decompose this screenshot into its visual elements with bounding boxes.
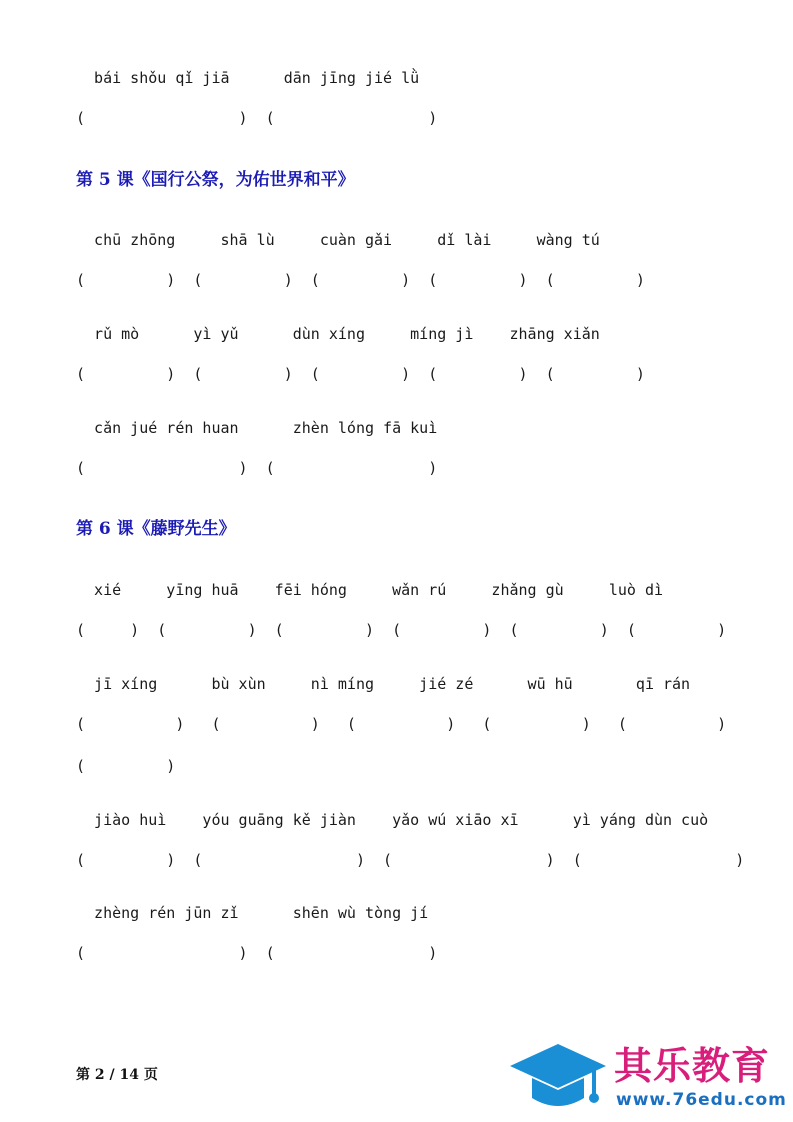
line-14: jiào huì yóu guāng kě jiàn yǎo wú xiāo xī yì yáng dùn cuò — [76, 811, 709, 829]
line-02: ( ) ( ) — [76, 109, 438, 127]
line-01: bái shǒu qǐ jiā dān jīng jié lǜ — [76, 69, 420, 87]
line-16: zhèng rén jūn zǐ shēn wù tòng jí — [76, 904, 429, 922]
line-09: xié yīng huā fēi hóng wǎn rú zhǎng gù luò dì — [76, 581, 663, 599]
line-08: ( ) ( ) — [76, 459, 438, 477]
line-15: ( ) ( ) ( ) ( ) — [76, 851, 745, 869]
line-03: chū zhōng shā lù cuàn gǎi dǐ lài wàng tú — [76, 231, 600, 249]
line-12: ( ) ( ) ( ) ( ) ( ) — [76, 715, 727, 733]
line-06: ( ) ( ) ( ) ( ) ( ) — [76, 365, 645, 383]
page-number: 第 2 / 14 页 — [76, 1067, 158, 1083]
line-05: rǔ mò yì yǔ dùn xíng míng jì zhāng xiǎn — [76, 325, 600, 343]
line-17: ( ) ( ) — [76, 944, 438, 962]
lesson-5-heading: 第 5 课《国行公祭，为佑世界和平》 — [76, 170, 355, 190]
graduation-cap-icon — [508, 1040, 608, 1116]
line-11: jī xíng bù xùn nì míng jié zé wū hū qī rán — [76, 675, 691, 693]
lesson-6-heading: 第 6 课《藤野先生》 — [76, 519, 236, 539]
logo-url: www.76edu.com — [616, 1090, 787, 1110]
line-13: ( ) — [76, 757, 176, 775]
line-04: ( ) ( ) ( ) ( ) ( ) — [76, 271, 645, 289]
logo — [508, 1040, 788, 1116]
line-10: ( ) ( ) ( ) ( ) ( ) ( ) — [76, 621, 727, 639]
line-07: cǎn jué rén huan zhèn lóng fā kuì — [76, 419, 438, 437]
logo-name: 其乐教育 — [614, 1044, 771, 1088]
